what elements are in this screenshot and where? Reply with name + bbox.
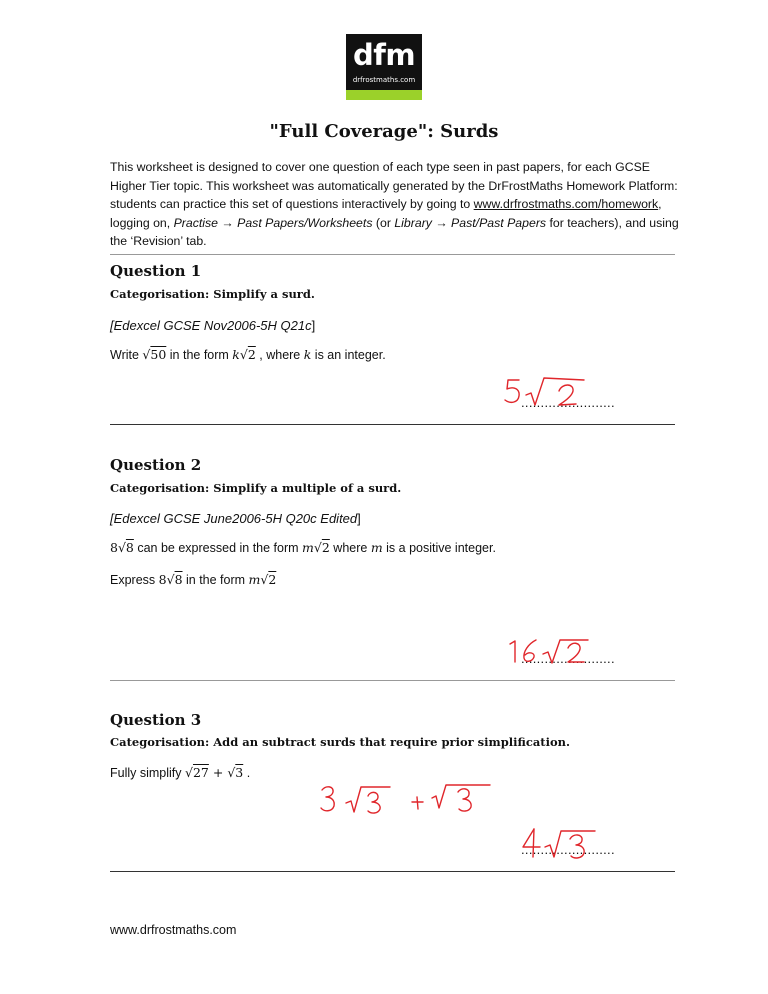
intro-text: (or <box>372 215 395 230</box>
question-3-text: Fully simplify √27 + √3 . <box>110 765 251 780</box>
intro-text: , logging on, <box>110 197 662 230</box>
logo-subtext: drfrostmaths.com <box>352 76 416 84</box>
intro-text: for teachers), and using the ‘Revision’ tab. <box>110 215 679 248</box>
question-2-source: [Edexcel GCSE June2006-5H Q20c Edited] <box>110 511 361 526</box>
question-1-text: Write √50 in the form k√2 , where k is an integer. <box>110 347 386 362</box>
handwritten-answer-3 <box>520 827 620 863</box>
homework-link[interactable]: www.drfrostmaths.com/homework <box>473 197 659 211</box>
intro-paragraph <box>110 158 680 251</box>
answer-line[interactable]: ........................ <box>521 842 615 857</box>
divider <box>110 680 675 681</box>
handwritten-answer-2 <box>508 638 628 672</box>
handwritten-answer-1 <box>504 375 624 415</box>
intro-path: Library → Past/Past Papers <box>394 215 547 230</box>
intro-path: Practise → Past Papers/Worksheets <box>173 215 373 230</box>
divider <box>110 254 675 255</box>
divider <box>110 871 675 872</box>
question-1-category: Categorisation: Simplify a surd. <box>110 287 315 301</box>
question-2-category: Categorisation: Simplify a multiple of a surd. <box>110 481 402 495</box>
question-3-heading: Question 3 <box>110 711 202 729</box>
intro-text: This worksheet is designed to cover one question of each type seen in past papers, for each GCSE Higher Tier topic. This worksheet was automatically generated by the DrFrostMaths Homework Platform: students can practice this set of questions interactively by going to <box>110 160 678 211</box>
logo-text: dfm <box>352 38 416 72</box>
page-title: "Full Coverage": Surds <box>269 121 499 142</box>
question-2-text-line-2: Express 8√8 in the form m√2 <box>110 572 277 587</box>
footer-url: www.drfrostmaths.com <box>110 923 237 937</box>
question-1-source: [Edexcel GCSE Nov2006-5H Q21c] <box>110 318 316 333</box>
handwritten-working <box>320 782 510 818</box>
question-3-category: Categorisation: Add an subtract surds that require prior simplification. <box>110 735 570 749</box>
question-1-heading: Question 1 <box>110 262 202 280</box>
question-2-heading: Question 2 <box>110 456 202 474</box>
divider <box>110 424 675 425</box>
logo-green-bar <box>346 90 422 100</box>
dfm-logo <box>346 34 422 100</box>
question-2-text-line-1: 8√8 can be expressed in the form m√2 where m is a positive integer. <box>110 540 496 555</box>
answer-line[interactable]: ........................ <box>521 395 615 410</box>
answer-line[interactable]: ........................ <box>521 651 615 666</box>
